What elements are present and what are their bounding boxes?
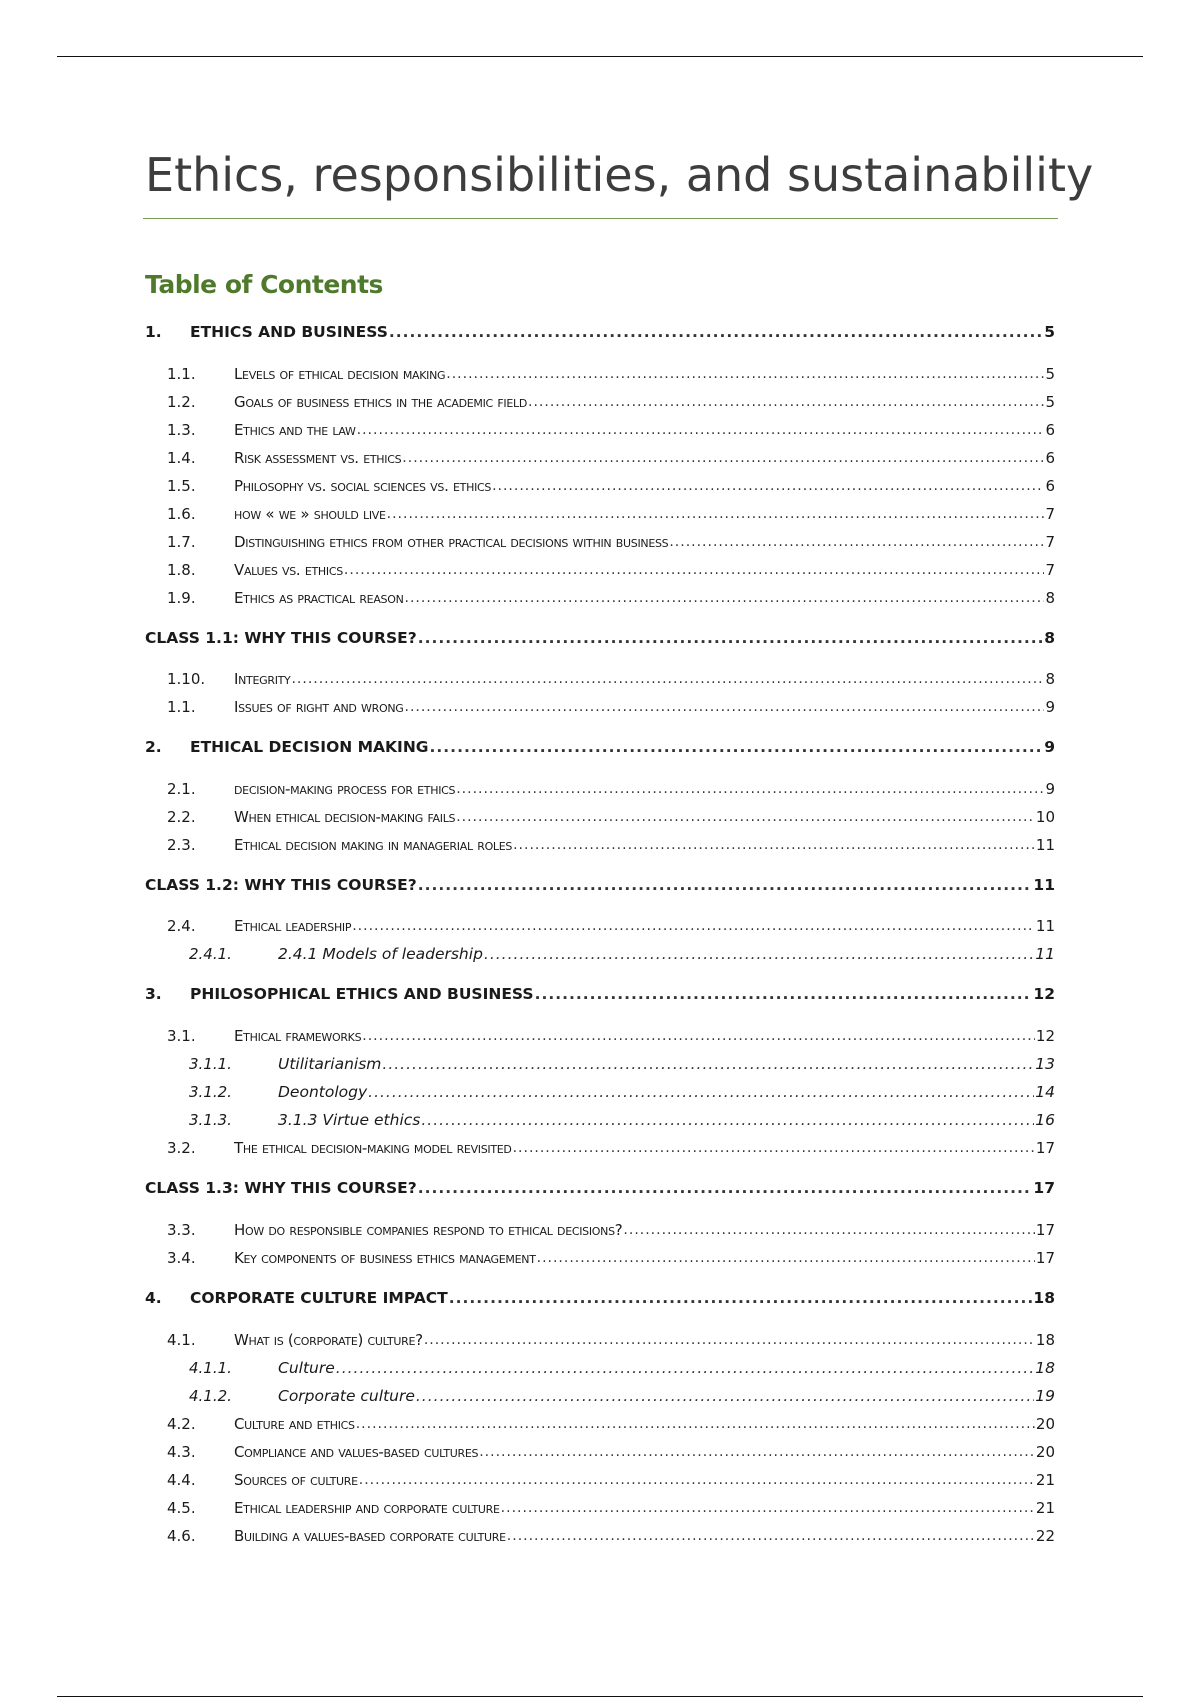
toc-entry-number: 4.4.: [167, 1471, 196, 1489]
toc-dot-leader: [623, 1218, 1034, 1242]
toc-entry-number: 3.1.1.: [189, 1055, 232, 1073]
toc-entry-label: When ethical decision-making fails: [234, 808, 456, 826]
toc-entry-label: ETHICAL DECISION MAKING: [190, 738, 429, 756]
toc-dot-leader: [456, 805, 1035, 829]
toc-entry-page-number: 6: [1045, 421, 1055, 439]
toc-dot-leader: [356, 1412, 1035, 1436]
document-title: Ethics, responsibilities, and sustainability: [145, 148, 1094, 202]
toc-entry-number: 4.3.: [167, 1443, 196, 1461]
toc-entry-label: Ethical decision making in managerial roles: [234, 836, 513, 854]
toc-entry-page-number: 21: [1035, 1499, 1055, 1517]
table-of-contents: [145, 0, 1055, 1700]
toc-entry-number: 1.4.: [167, 449, 196, 467]
toc-entry-page-number: 17: [1035, 1249, 1055, 1267]
toc-heading: Table of Contents: [145, 270, 383, 299]
toc-entry-number: 3.: [145, 985, 162, 1003]
toc-entry-number: 2.4.: [167, 917, 196, 935]
toc-dot-leader: [362, 1024, 1035, 1048]
toc-entry[interactable]: [145, 833, 1055, 857]
toc-entry-number: 1.5.: [167, 477, 196, 495]
toc-entry-page-number: 21: [1035, 1471, 1055, 1489]
toc-entry-number: 3.1.: [167, 1027, 196, 1045]
toc-entry[interactable]: [145, 1384, 1055, 1408]
toc-entry[interactable]: [145, 982, 1055, 1006]
toc-entry-label: Ethical leadership: [234, 917, 352, 935]
toc-entry-label: CORPORATE CULTURE IMPACT: [190, 1289, 448, 1307]
toc-entry-number: 2.: [145, 738, 162, 756]
toc-dot-leader: [430, 735, 1044, 759]
toc-dot-leader: [421, 1108, 1034, 1132]
toc-entry-number: 4.2.: [167, 1415, 196, 1433]
toc-entry-label: Sources of culture: [234, 1471, 358, 1489]
toc-entry-number: 4.6.: [167, 1527, 196, 1545]
toc-entry-page-number: 22: [1035, 1527, 1055, 1545]
toc-entry-label: Levels of ethical decision making: [234, 365, 446, 383]
toc-entry[interactable]: [145, 1328, 1055, 1352]
toc-entry-number: 4.1.: [167, 1331, 196, 1349]
toc-entry[interactable]: [145, 914, 1055, 938]
toc-entry-page-number: 5: [1044, 323, 1055, 341]
toc-dot-leader: [291, 667, 1044, 691]
toc-entry-number: 3.1.3.: [189, 1111, 232, 1129]
toc-entry-number: 4.1.1.: [189, 1359, 232, 1377]
toc-entry[interactable]: [145, 1108, 1055, 1132]
toc-entry[interactable]: [145, 1524, 1055, 1548]
toc-entry-label: 3.1.3 Virtue ethics: [278, 1111, 421, 1129]
toc-dot-leader: [501, 1496, 1035, 1520]
toc-entry[interactable]: [145, 418, 1055, 442]
toc-entry-label: Ethics as practical reason: [234, 589, 404, 607]
toc-entry-label: Ethical leadership and corporate culture: [234, 1499, 500, 1517]
toc-dot-leader: [507, 1524, 1035, 1548]
toc-entry[interactable]: [145, 586, 1055, 610]
toc-entry-label: PHILOSOPHICAL ETHICS AND BUSINESS: [190, 985, 534, 1003]
toc-entry-label: What is (corporate) culture?: [234, 1331, 423, 1349]
toc-entry-page-number: 11: [1035, 945, 1055, 963]
toc-entry[interactable]: [145, 805, 1055, 829]
toc-entry[interactable]: [145, 1218, 1055, 1242]
toc-dot-leader: [405, 586, 1045, 610]
toc-dot-leader: [484, 942, 1034, 966]
toc-entry-label: CLASS 1.1: WHY THIS COURSE?: [145, 629, 417, 647]
toc-entry-label: How do responsible companies respond to ethical decisions?: [234, 1221, 623, 1239]
toc-entry[interactable]: [145, 1176, 1055, 1200]
toc-dot-leader: [479, 1440, 1035, 1464]
toc-entry-page-number: 13: [1035, 1055, 1055, 1073]
toc-dot-leader: [357, 418, 1045, 442]
toc-dot-leader: [669, 530, 1044, 554]
toc-entry-number: 4.1.2.: [189, 1387, 232, 1405]
toc-dot-leader: [418, 1176, 1033, 1200]
toc-entry[interactable]: [145, 558, 1055, 582]
toc-entry-page-number: 5: [1045, 365, 1055, 383]
toc-entry-label: Utilitarianism: [278, 1055, 382, 1073]
toc-entry-number: 4.5.: [167, 1499, 196, 1517]
toc-entry-page-number: 6: [1045, 477, 1055, 495]
toc-entry-number: 1.3.: [167, 421, 196, 439]
toc-entry-page-number: 5: [1045, 393, 1055, 411]
toc-entry[interactable]: [145, 390, 1055, 414]
toc-entry-label: Building a values-based corporate culture: [234, 1527, 506, 1545]
toc-dot-leader: [352, 914, 1035, 938]
toc-entry-label: Distinguishing ethics from other practical decisions within business: [234, 533, 669, 551]
toc-entry-number: 1.1.: [167, 698, 196, 716]
toc-dot-leader: [418, 873, 1033, 897]
bottom-rule: [57, 1696, 1143, 1697]
toc-entry-label: The ethical decision-making model revisited: [234, 1139, 512, 1157]
toc-entry-page-number: 11: [1035, 917, 1055, 935]
toc-entry-number: 4.: [145, 1289, 162, 1307]
toc-dot-leader: [513, 833, 1035, 857]
toc-entry[interactable]: [145, 320, 1055, 344]
toc-entry-number: 1.7.: [167, 533, 196, 551]
toc-entry[interactable]: [145, 942, 1055, 966]
toc-entry-number: 1.8.: [167, 561, 196, 579]
toc-entry[interactable]: [145, 1024, 1055, 1048]
toc-entry-page-number: 18: [1035, 1331, 1055, 1349]
toc-entry-page-number: 14: [1035, 1083, 1055, 1101]
toc-dot-leader: [344, 558, 1045, 582]
toc-entry[interactable]: [145, 1052, 1055, 1076]
toc-entry[interactable]: [145, 502, 1055, 526]
toc-dot-leader: [446, 362, 1044, 386]
toc-entry[interactable]: [145, 1440, 1055, 1464]
toc-entry-number: 2.2.: [167, 808, 196, 826]
toc-entry-label: Culture and ethics: [234, 1415, 355, 1433]
toc-entry[interactable]: [145, 777, 1055, 801]
toc-entry-page-number: 12: [1035, 1027, 1055, 1045]
toc-entry[interactable]: [145, 474, 1055, 498]
toc-entry-number: 2.4.1.: [189, 945, 232, 963]
toc-entry-page-number: 16: [1035, 1111, 1055, 1129]
toc-entry[interactable]: [145, 695, 1055, 719]
toc-entry-label: CLASS 1.2: WHY THIS COURSE?: [145, 876, 417, 894]
toc-entry-page-number: 17: [1033, 1179, 1055, 1197]
toc-entry-label: Integrity: [234, 670, 291, 688]
toc-entry-label: Corporate culture: [278, 1387, 415, 1405]
toc-dot-leader: [336, 1356, 1035, 1380]
toc-entry[interactable]: [145, 530, 1055, 554]
toc-entry[interactable]: [145, 362, 1055, 386]
toc-dot-leader: [513, 1136, 1035, 1160]
toc-entry-label: 2.4.1 Models of leadership: [278, 945, 483, 963]
toc-entry-label: Goals of business ethics in the academic field: [234, 393, 528, 411]
toc-entry-page-number: 18: [1035, 1359, 1055, 1377]
toc-dot-leader: [387, 502, 1045, 526]
toc-entry-number: 1.2.: [167, 393, 196, 411]
toc-entry[interactable]: [145, 1468, 1055, 1492]
toc-dot-leader: [382, 1052, 1034, 1076]
toc-entry-label: CLASS 1.3: WHY THIS COURSE?: [145, 1179, 417, 1197]
toc-dot-leader: [389, 320, 1043, 344]
toc-entry-page-number: 10: [1035, 808, 1055, 826]
toc-entry-page-number: 9: [1045, 698, 1055, 716]
toc-entry-label: decision-making process for ethics: [234, 780, 456, 798]
toc-entry-page-number: 17: [1035, 1221, 1055, 1239]
toc-dot-leader: [368, 1080, 1034, 1104]
toc-entry-page-number: 8: [1045, 589, 1055, 607]
toc-dot-leader: [456, 777, 1044, 801]
toc-entry-label: Philosophy vs. social sciences vs. ethics: [234, 477, 492, 495]
toc-entry-page-number: 17: [1035, 1139, 1055, 1157]
toc-entry[interactable]: [145, 873, 1055, 897]
toc-entry-page-number: 8: [1045, 670, 1055, 688]
toc-entry-label: Key components of business ethics management: [234, 1249, 536, 1267]
toc-entry-label: Values vs. ethics: [234, 561, 343, 579]
toc-entry-number: 1.10.: [167, 670, 206, 688]
toc-entry-number: 1.: [145, 323, 162, 341]
toc-entry-page-number: 20: [1035, 1443, 1055, 1461]
toc-entry-page-number: 11: [1035, 836, 1055, 854]
toc-dot-leader: [418, 626, 1043, 650]
toc-entry-number: 3.2.: [167, 1139, 196, 1157]
toc-entry-page-number: 11: [1033, 876, 1055, 894]
toc-dot-leader: [416, 1384, 1034, 1408]
toc-entry[interactable]: [145, 1136, 1055, 1160]
toc-entry-number: 1.1.: [167, 365, 196, 383]
toc-entry-page-number: 19: [1035, 1387, 1055, 1405]
toc-dot-leader: [359, 1468, 1035, 1492]
toc-entry-number: 2.3.: [167, 836, 196, 854]
toc-entry-page-number: 18: [1033, 1289, 1055, 1307]
toc-entry-page-number: 9: [1045, 780, 1055, 798]
toc-entry-page-number: 7: [1045, 533, 1055, 551]
toc-entry-label: Deontology: [278, 1083, 368, 1101]
toc-dot-leader: [449, 1286, 1033, 1310]
toc-dot-leader: [405, 695, 1045, 719]
toc-entry-number: 1.9.: [167, 589, 196, 607]
toc-entry[interactable]: [145, 1286, 1055, 1310]
toc-entry-number: 3.3.: [167, 1221, 196, 1239]
toc-entry-page-number: 7: [1045, 561, 1055, 579]
toc-entry-page-number: 12: [1033, 985, 1055, 1003]
toc-entry-number: 3.1.2.: [189, 1083, 232, 1101]
toc-entry-number: 1.6.: [167, 505, 196, 523]
toc-entry-label: ETHICS AND BUSINESS: [190, 323, 388, 341]
toc-entry-page-number: 6: [1045, 449, 1055, 467]
toc-entry[interactable]: [145, 626, 1055, 650]
toc-entry-label: Culture: [278, 1359, 335, 1377]
toc-entry-label: Ethical frameworks: [234, 1027, 362, 1045]
toc-dot-leader: [402, 446, 1044, 470]
toc-entry[interactable]: [145, 1080, 1055, 1104]
toc-entry-page-number: 7: [1045, 505, 1055, 523]
toc-entry[interactable]: [145, 1412, 1055, 1436]
toc-entry-page-number: 9: [1044, 738, 1055, 756]
toc-entry-number: 2.1.: [167, 780, 196, 798]
toc-entry-page-number: 20: [1035, 1415, 1055, 1433]
toc-entry-label: Compliance and values-based cultures: [234, 1443, 479, 1461]
toc-entry[interactable]: [145, 1356, 1055, 1380]
toc-entry-label: Ethics and the law: [234, 421, 356, 439]
toc-entry[interactable]: [145, 735, 1055, 759]
toc-entry-label: Issues of right and wrong: [234, 698, 404, 716]
toc-dot-leader: [492, 474, 1044, 498]
toc-dot-leader: [535, 982, 1033, 1006]
toc-entry-label: Risk assessment vs. ethics: [234, 449, 402, 467]
toc-entry[interactable]: [145, 1496, 1055, 1520]
toc-entry-number: 3.4.: [167, 1249, 196, 1267]
toc-entry[interactable]: [145, 667, 1055, 691]
toc-entry-page-number: 8: [1044, 629, 1055, 647]
toc-dot-leader: [528, 390, 1044, 414]
toc-entry[interactable]: [145, 1246, 1055, 1270]
toc-dot-leader: [537, 1246, 1035, 1270]
toc-dot-leader: [424, 1328, 1035, 1352]
toc-entry-label: how « we » should live: [234, 505, 386, 523]
toc-entry[interactable]: [145, 446, 1055, 470]
